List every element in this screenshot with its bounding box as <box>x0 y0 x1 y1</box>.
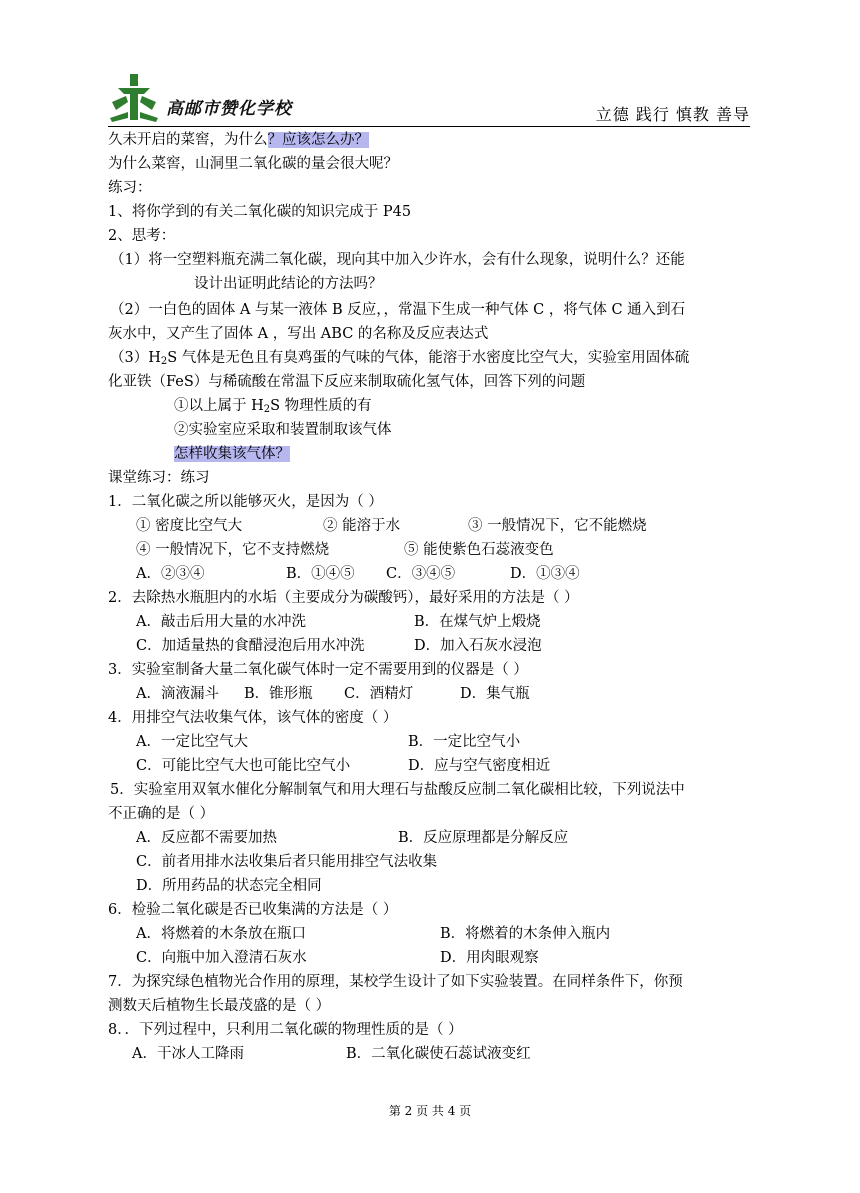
choice-d: D．应与空气密度相近 <box>408 758 551 774</box>
choice-a: A．②③④ <box>136 566 205 582</box>
question-1: 1．二氧化碳之所以能够灭火，是因为（ ） <box>108 494 383 510</box>
choice-c: C．加适量热的食醋浸泡后用水冲洗 <box>136 638 365 654</box>
option: ① 密度比空气大 <box>136 518 243 534</box>
choice-a: A．滴液漏斗 <box>136 686 219 702</box>
text-line: 为什么菜窖，山洞里二氧化碳的量会很大呢？ <box>108 156 398 172</box>
text-line: 课堂练习：练习 <box>108 470 210 486</box>
text-line: 灰水中，又产生了固体 A ，写出 ABC 的名称及反应表达式 <box>108 326 489 342</box>
question-4: 4．用排空气法收集气体，该气体的密度（ ） <box>108 710 398 726</box>
text-line: 久未开启的菜窖，为什么？应该怎么办？ <box>108 132 369 148</box>
choice-b: B．将燃着的木条伸入瓶内 <box>440 926 611 942</box>
highlighted-text: 怎样收集该气体？ <box>174 446 290 462</box>
school-name-logotype: 高邮市赞化学校 <box>166 99 292 119</box>
choice-c: C．酒精灯 <box>344 686 414 702</box>
highlighted-text: ？应该怎么办？ <box>267 132 369 148</box>
choice-b: B．二氧化碳使石蕊试液变红 <box>346 1046 531 1062</box>
choice-c: C．向瓶中加入澄清石灰水 <box>136 950 307 966</box>
text-line: 测数天后植物生长最茂盛的是（ ） <box>108 998 331 1014</box>
choice-a: A．反应都不需要加热 <box>136 830 277 846</box>
choice-c: C．可能比空气大也可能比空气小 <box>136 758 351 774</box>
choice-a: A．干冰人工降雨 <box>132 1046 244 1062</box>
choice-b: B．锥形瓶 <box>244 686 313 702</box>
choice-b: B．反应原理都是分解反应 <box>398 830 569 846</box>
choice-b: B．在煤气炉上煅烧 <box>414 614 541 630</box>
text-line: 练习： <box>108 180 152 196</box>
choice-a: A．一定比空气大 <box>136 734 248 750</box>
text-line: 2、思考： <box>108 228 176 244</box>
question-6: 6．检验二氧化碳是否已收集满的方法是（ ） <box>108 902 398 918</box>
text-line: 1、将你学到的有关二氧化碳的知识完成于 P45 <box>108 204 412 220</box>
choice-d: D．①③④ <box>510 566 580 582</box>
text-line: 化亚铁（FeS）与稀硫酸在常温下反应来制取硫化氢气体，回答下列的问题 <box>108 374 586 390</box>
text-line: 不正确的是（ ） <box>108 806 215 822</box>
choice-a: A．将燃着的木条放在瓶口 <box>136 926 306 942</box>
choice-b: B．一定比空气小 <box>408 734 521 750</box>
page-footer: 第 2 页 共 4 页 <box>388 1104 472 1118</box>
text-line: ②实验室应采取和装置制取该气体 <box>174 422 392 438</box>
choice-d: D．加入石灰水浸泡 <box>414 638 542 654</box>
question-2: 2．去除热水瓶胆内的水垢（主要成分为碳酸钙），最好采用的方法是（ ） <box>108 590 579 606</box>
text-line: （2）一白色的固体 A 与某一液体 B 反应，，常温下生成一种气体 C ，将气体 C 通入到石 <box>110 302 686 318</box>
page-header <box>108 68 750 127</box>
option: ⑤ 能使紫色石蕊液变色 <box>404 542 554 558</box>
choice-a: A．敲击后用大量的水冲洗 <box>136 614 306 630</box>
choice-b: B．①④⑤ <box>286 566 355 582</box>
text-line: 设计出证明此结论的方法吗？ <box>194 276 383 292</box>
choice-c: C．③④⑤ <box>386 566 456 582</box>
school-logo <box>108 72 408 124</box>
school-emblem-icon <box>108 72 164 124</box>
question-5: 5．实验室用双氧水催化分解制氧气和用大理石与盐酸反应制二氧化碳相比较，下列说法中 <box>110 782 685 798</box>
question-8: 8．．下列过程中，只利用二氧化碳的物理性质的是（ ） <box>108 1022 463 1038</box>
text-line: （1）将一空塑料瓶充满二氧化碳，现向其中加入少许水，会有什么现象，说明什么？还能 <box>110 252 685 268</box>
text-line <box>174 442 290 466</box>
option: ④ 一般情况下，它不支持燃烧 <box>136 542 330 558</box>
choice-d: D．集气瓶 <box>460 686 530 702</box>
choice-d: D．用肉眼观察 <box>440 950 539 966</box>
choice-d: D．所用药品的状态完全相同 <box>136 878 322 894</box>
question-7: 7．为探究绿色植物光合作用的原理，某校学生设计了如下实验装置。在同样条件下，你预 <box>108 974 683 990</box>
school-motto: 立德 践行 慎教 善导 <box>595 105 750 124</box>
text-line: $(3)H_2S$ 气体是无色且有臭鸡蛋的气味的气体，能溶于水密度比空气大，实验室用固体硫 <box>110 350 690 367</box>
option: ③ 一般情况下，它不能燃烧 <box>468 518 647 534</box>
choice-c: C．前者用排水法收集后者只能用排空气法收集 <box>136 854 438 870</box>
text-line: ①以上属于 $H_2S$ 物理性质的有 <box>174 398 372 415</box>
option: ② 能溶于水 <box>323 518 401 534</box>
question-3: 3．实验室制备大量二氧化碳气体时一定不需要用到的仪器是（ ） <box>108 662 528 678</box>
